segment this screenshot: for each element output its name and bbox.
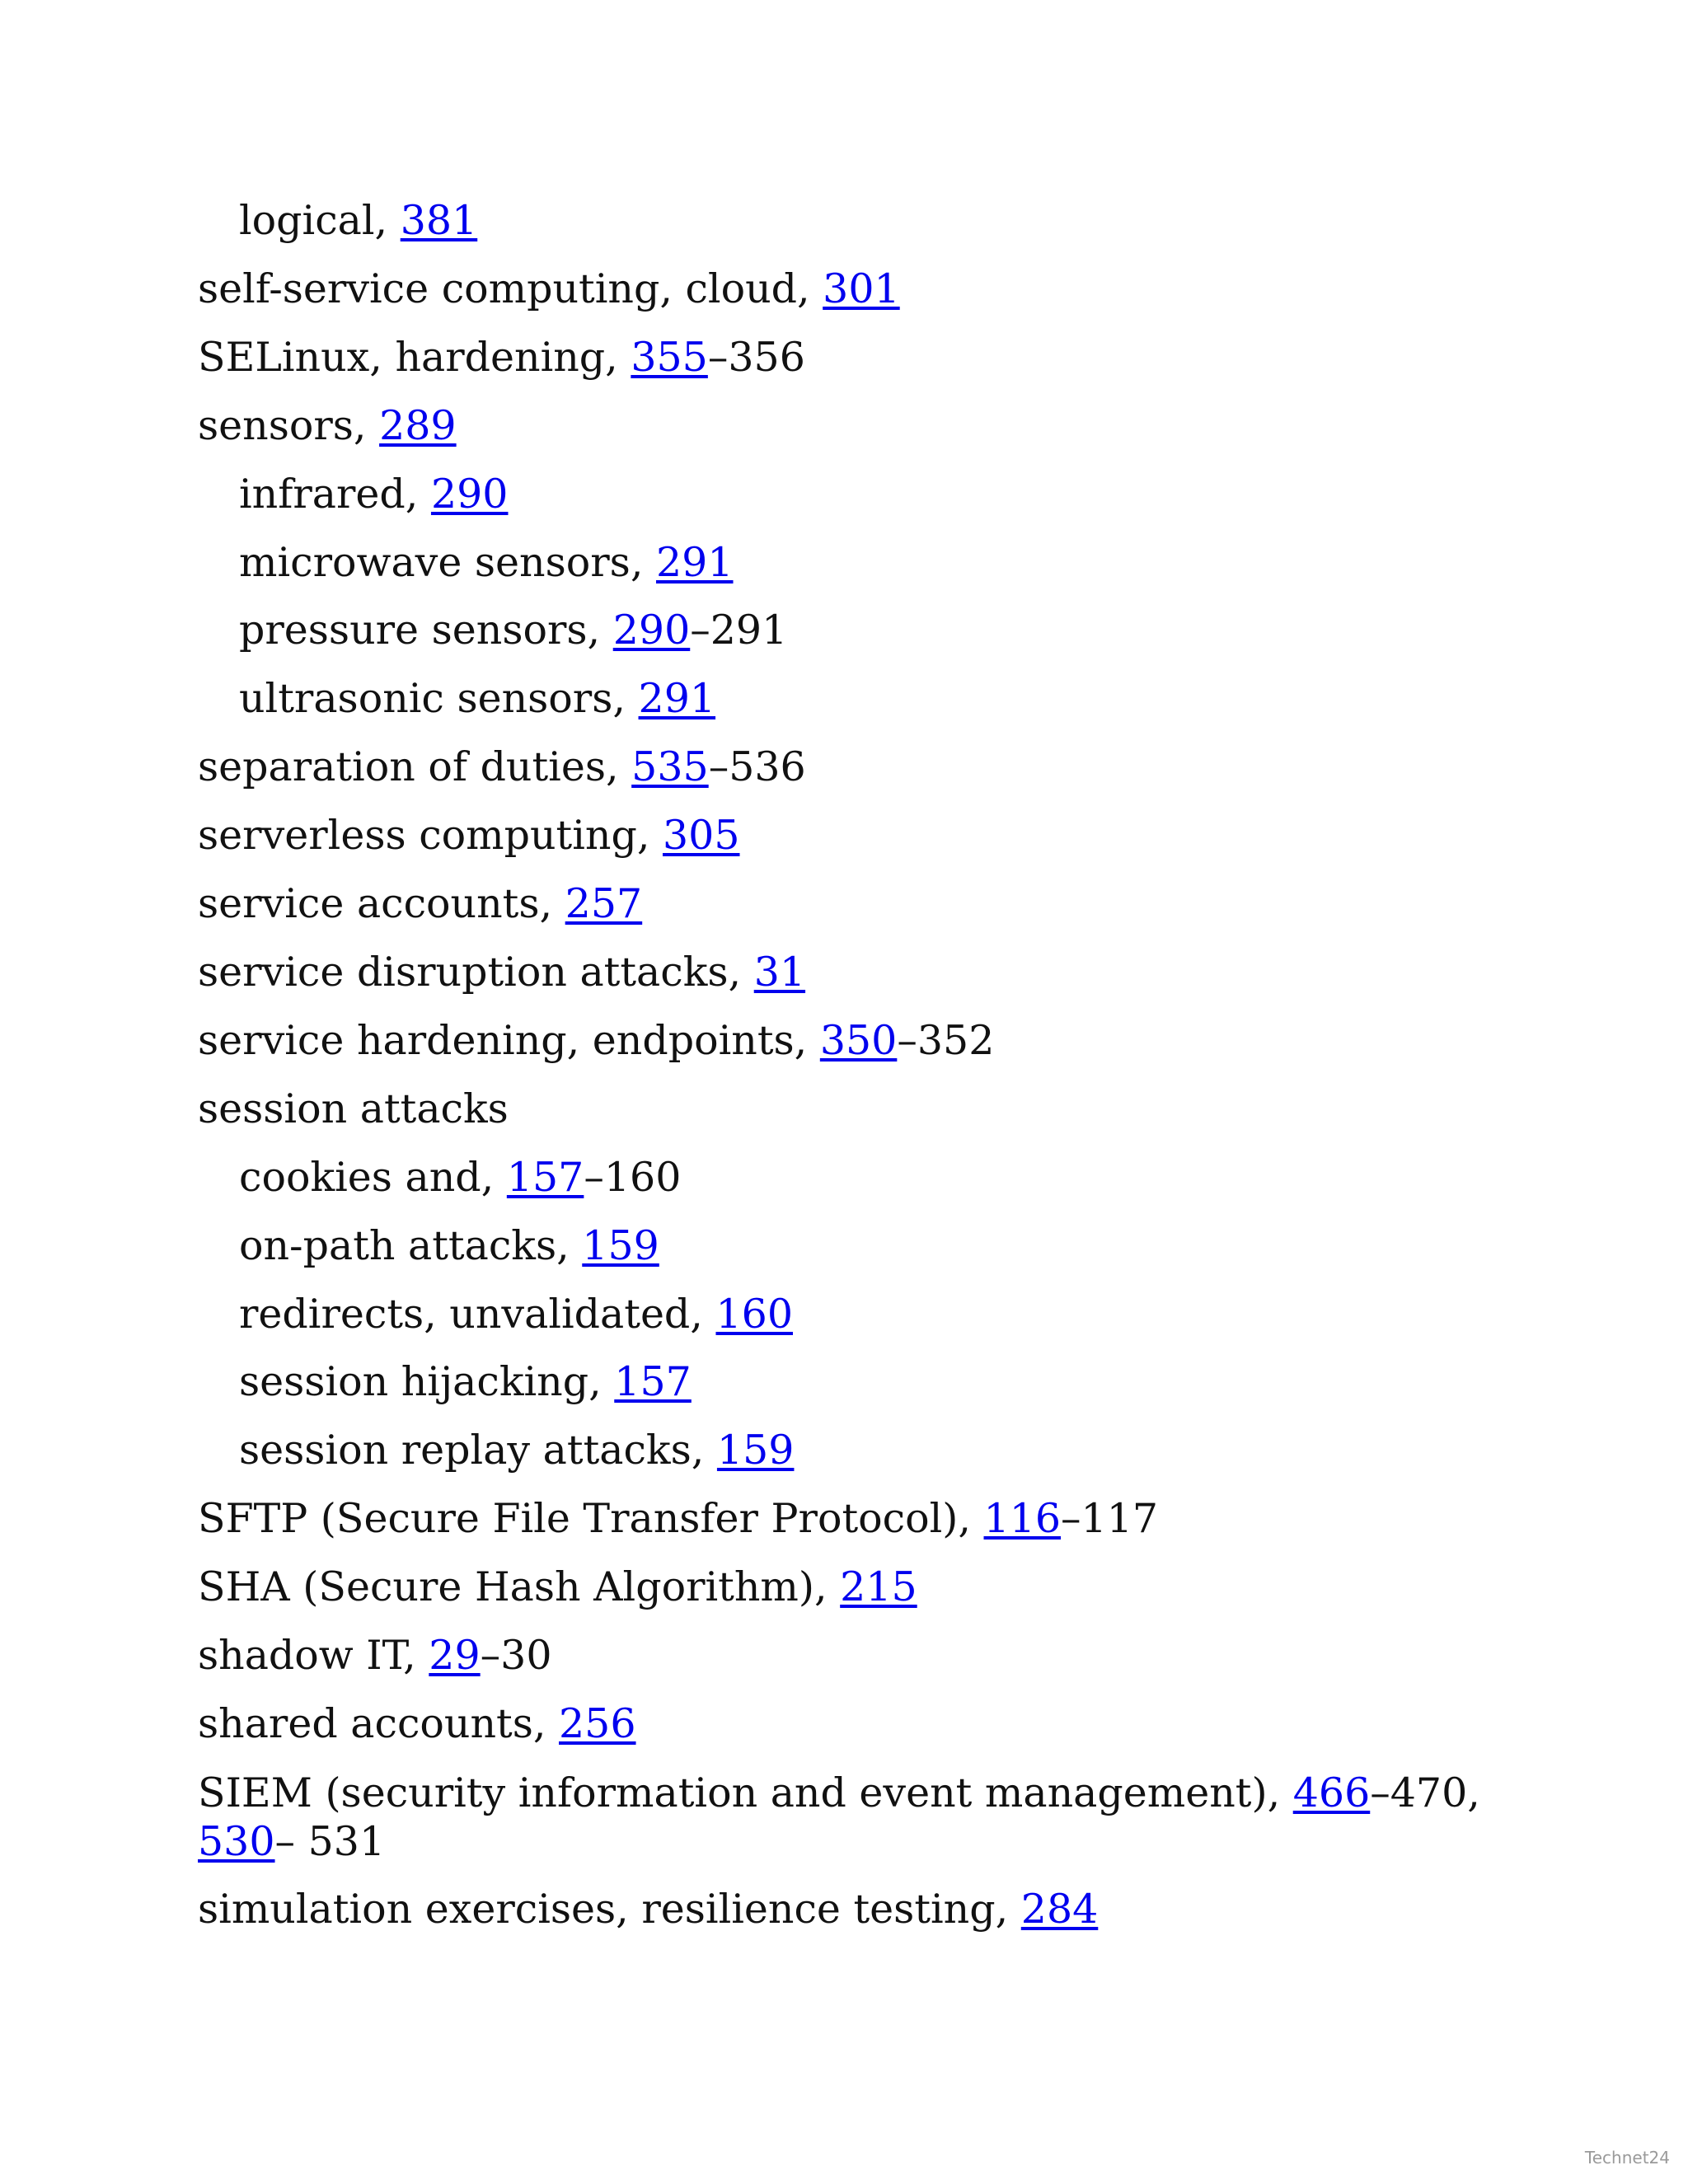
page-link[interactable]: 29 (429, 1632, 481, 1680)
page-link[interactable]: 290 (430, 470, 509, 518)
page-link[interactable]: 159 (716, 1427, 795, 1474)
entry-text: – 531 (274, 1817, 386, 1865)
index-subentry (198, 1348, 1484, 1417)
page-link[interactable]: 291 (638, 675, 716, 723)
page-link[interactable]: 157 (614, 1358, 692, 1406)
entry-text: self-service computing, cloud, (198, 265, 823, 312)
index-entry (198, 1759, 1484, 1876)
index-entry (198, 939, 1484, 1007)
entry-text: shadow IT, (198, 1632, 429, 1680)
entry-text: –352 (897, 1016, 995, 1064)
entry-text: simulation exercises, resilience testing, (198, 1885, 1021, 1933)
entry-text: –30 (480, 1632, 552, 1680)
index-entry (198, 1876, 1484, 1944)
index-subentry (198, 187, 1484, 255)
index-subentry (198, 665, 1484, 733)
entry-text: serverless computing, (198, 812, 663, 860)
page-link[interactable]: 31 (753, 948, 806, 996)
index-entry (198, 1076, 1484, 1144)
entry-text: redirects, unvalidated, (239, 1290, 716, 1338)
entry-text: service hardening, endpoints, (198, 1016, 820, 1064)
page-link[interactable]: 157 (506, 1153, 584, 1201)
entry-text: service disruption attacks, (198, 948, 754, 996)
page-link[interactable]: 291 (655, 538, 734, 586)
index-list (198, 187, 1484, 1944)
entry-text: –160 (584, 1153, 682, 1201)
entry-text: –356 (707, 333, 805, 381)
index-subentry (198, 461, 1484, 529)
entry-text: cookies and, (239, 1153, 507, 1201)
page-link[interactable]: 381 (400, 197, 478, 244)
entry-text: microwave sensors, (239, 538, 656, 586)
index-entry (198, 392, 1484, 461)
entry-text: separation of duties, (198, 743, 632, 791)
page-link[interactable]: 257 (565, 880, 643, 928)
page-link[interactable]: 530 (198, 1817, 275, 1865)
page-link[interactable]: 355 (631, 333, 708, 381)
entry-text: logical, (239, 197, 401, 244)
index-entry (198, 255, 1484, 324)
entry-text: –536 (708, 743, 806, 791)
index-entry (198, 1485, 1484, 1554)
page-link[interactable]: 290 (612, 607, 691, 654)
index-entry (198, 1007, 1484, 1076)
entry-text: on-path attacks, (239, 1221, 583, 1269)
page-link[interactable]: 535 (631, 743, 709, 791)
index-entry (198, 870, 1484, 939)
entry-text: session replay attacks, (239, 1427, 717, 1474)
entry-text: infrared, (239, 470, 431, 518)
entry-text: service accounts, (198, 880, 565, 928)
index-subentry (198, 1417, 1484, 1485)
page-link[interactable]: 159 (582, 1221, 659, 1269)
page-link[interactable]: 160 (715, 1290, 793, 1338)
index-entry (198, 1690, 1484, 1759)
page-link[interactable]: 466 (1292, 1769, 1371, 1816)
entry-text: –117 (1061, 1495, 1159, 1543)
entry-text: SHA (Secure Hash Algorithm), (198, 1563, 841, 1611)
page-link[interactable]: 284 (1020, 1885, 1099, 1933)
entry-text: session attacks (198, 1085, 509, 1132)
index-entry (198, 1554, 1484, 1622)
entry-text: session hijacking, (239, 1358, 615, 1406)
entry-text: –470, (1370, 1769, 1480, 1816)
page-link[interactable]: 301 (823, 265, 900, 312)
page-link[interactable]: 350 (819, 1016, 898, 1064)
index-subentry (198, 529, 1484, 598)
entry-text: ultrasonic sensors, (239, 675, 639, 723)
page-link[interactable]: 116 (983, 1495, 1062, 1543)
watermark: Technet24 (1584, 2148, 1670, 2168)
entry-text: –291 (690, 607, 788, 654)
entry-text: sensors, (198, 401, 380, 449)
index-subentry (198, 597, 1484, 665)
index-entry (198, 1622, 1484, 1690)
page-link[interactable]: 289 (379, 401, 457, 449)
index-entry (198, 733, 1484, 802)
index-entry (198, 802, 1484, 870)
page-link[interactable]: 256 (559, 1699, 636, 1747)
index-entry (198, 324, 1484, 392)
page-link[interactable]: 215 (840, 1563, 917, 1611)
entry-text: SELinux, hardening, (198, 333, 631, 381)
index-subentry (198, 1144, 1484, 1212)
entry-text: pressure sensors, (239, 607, 613, 654)
index-subentry (198, 1281, 1484, 1349)
page-link[interactable]: 305 (662, 812, 740, 860)
entry-text: shared accounts, (198, 1699, 559, 1747)
entry-text: SFTP (Secure File Transfer Protocol), (198, 1495, 984, 1543)
entry-text: SIEM (security information and event management), (198, 1769, 1293, 1816)
index-subentry (198, 1212, 1484, 1281)
